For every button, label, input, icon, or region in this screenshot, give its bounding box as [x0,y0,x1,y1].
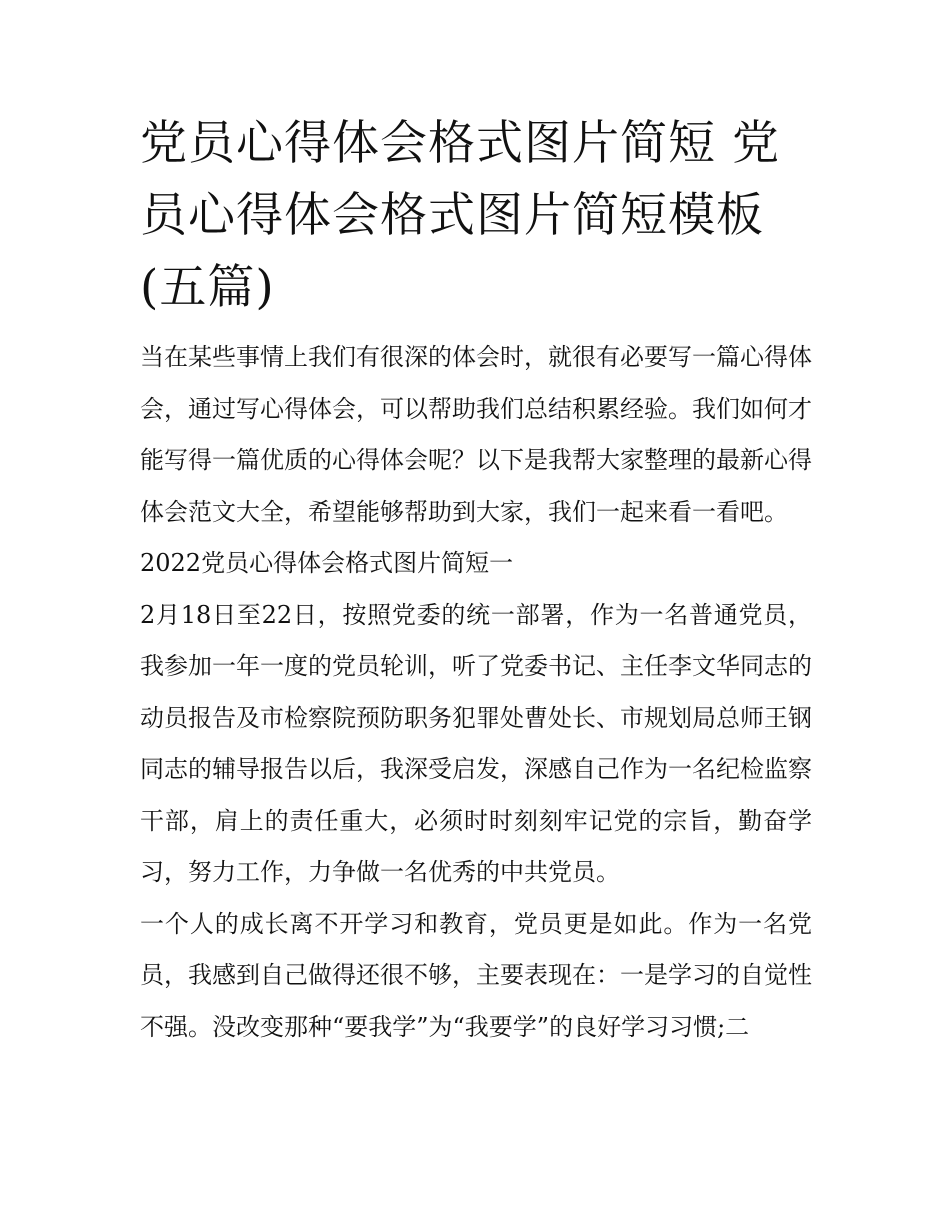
body-paragraph-1: 2月18日至22日，按照党委的统一部署，作为一名普通党员，我参加一年一度的党员轮训，听了党委书记、主任李文华同志的动员报告及市检察院预防职务犯罪处曹处长、市规划局总师王钢同志的辅导报告以后，我深受启发，深感自己作为一名纪检监察干部，肩上的责任重大，必须时时刻刻牢记党的宗旨，勤奋学习，努力工作，力争做一名优秀的中共党员。 [140,600,812,886]
body-paragraph-2: 一个人的成长离不开学习和教育，党员更是如此。作为一名党员，我感到自己做得还很不够，主要表现在：一是学习的自觉性不强。没改变那种“要我学”为“我要学”的良好学习习惯;二 [140,909,812,1041]
document-title: 党员心得体会格式图片简短 党员心得体会格式图片简短模板(五篇) [140,116,780,315]
document-page [140,108,812,1053]
intro-paragraph: 当在某些事情上我们有很深的体会时，就很有必要写一篇心得体会，通过写心得体会，可以帮助我们总结积累经验。我们如何才能写得一篇优质的心得体会呢？以下是我帮大家整理的最新心得体会范文大全，希望能够帮助到大家，我们一起来看一看吧。 [140,343,812,526]
section-heading: 2022党员心得体会格式图片简短一 [140,549,514,577]
